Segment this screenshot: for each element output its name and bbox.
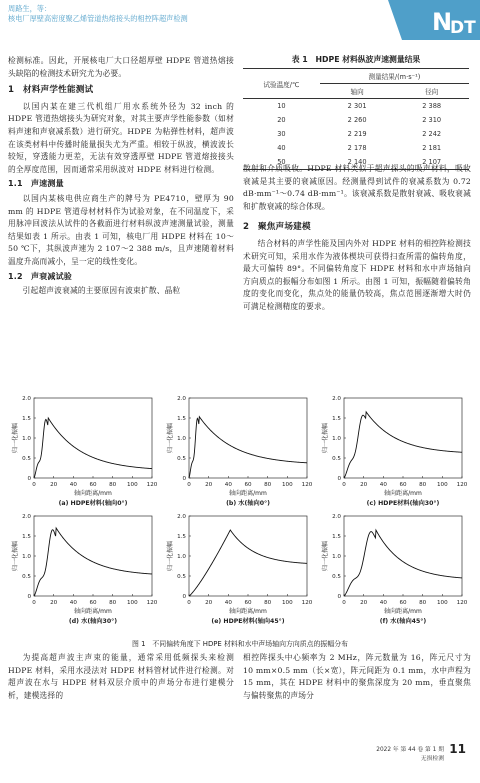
y-tick-label: 0.5 [332,574,341,580]
y-tick-label: 2.0 [22,514,31,520]
y-tick-label: 0 [337,594,341,600]
table-header-axial: 轴向 [320,84,395,99]
x-tick-label: 100 [126,482,138,488]
plot-frame [344,398,462,478]
panel-plot [8,392,158,516]
y-tick-label: 1.0 [177,436,186,442]
right-column [243,163,471,314]
amplitude-curve [189,417,307,478]
y-tick-label: 1.0 [22,436,31,442]
x-tick-label: 20 [50,482,58,488]
x-axis-label: 轴向距离/mm [384,608,422,615]
x-tick-label: 40 [69,600,77,606]
y-tick-label: 2.0 [332,396,341,402]
y-tick-label: 0 [182,594,186,600]
y-tick-label: 0.5 [332,456,341,462]
table-header-radial: 径向 [394,84,469,99]
y-tick-label: 0 [337,476,341,482]
plot-frame [189,516,307,596]
plot-frame [34,516,152,596]
header-title: 核电厂厚壁高密度聚乙烯管道热熔接头的相控阵超声检测 [8,14,188,23]
y-axis-label: 归一化振幅 [322,540,329,572]
x-tick-label: 0 [342,600,346,606]
y-tick-label: 0.5 [177,456,186,462]
x-tick-label: 60 [399,600,407,606]
plot-frame [189,398,307,478]
x-tick-label: 40 [224,600,232,606]
x-tick-label: 0 [32,600,36,606]
figure-panel [8,510,158,658]
table-row: 20 2 260 2 310 [277,116,442,124]
panel-caption: (f) 水(轴向45°) [379,618,427,625]
x-tick-label: 80 [264,482,272,488]
x-tick-label: 20 [360,600,368,606]
y-tick-label: 0 [182,476,186,482]
paragraph: 以国内某核电供应商生产的牌号为 PE4710，壁厚为 90 mm 的 HDPE 管道母材材料作为试验对象，在不同温度下，采用脉冲回波法从试件的各截面进行材料纵波声速测量试验，测量结果如表 1 所示。由表 1 可知，核电厂用 HDPE 材料在 10～50 ℃下，其纵波声速为 2 107～2 388 m/s，且声速随着材料温度升高而减小，呈一定的线性变化。 [8,193,234,266]
x-tick-label: 120 [301,600,313,606]
x-tick-label: 100 [436,482,448,488]
issue-info: 2022 年 第 44 卷 第 1 期 [376,747,444,753]
velocity-table [243,68,469,170]
amplitude-curve [344,412,462,478]
y-tick-label: 1.0 [177,554,186,560]
x-tick-label: 0 [32,482,36,488]
x-axis-label: 轴向距离/mm [229,490,267,497]
section-heading: 2 聚焦声场建模 [243,222,311,233]
table-title: 表 1 HDPE 材料纵波声速测量结果 [291,55,421,64]
panel-caption: (b) 水(轴向0°) [226,500,270,507]
panel-plot [163,392,313,516]
x-tick-label: 80 [264,600,272,606]
panel-caption: (c) HDPE材料(轴向30°) [366,500,440,507]
y-axis-label: 归一化振幅 [322,422,329,454]
y-tick-label: 1.0 [332,554,341,560]
paragraph: 引起超声波衰减的主要原因有波束扩散、晶粒 [22,286,181,296]
figure-panel [163,510,313,658]
paragraph: 相控阵探头中心频率为 2 MHz，阵元数量为 16，阵元尺寸为 10 mm×0.5 mm（长×宽），阵元间距为 0.1 mm，水中声程为 15 mm，其在 HDPE 材料中的聚焦深度为 20 mm，垂直聚焦与偏转聚焦的声场分 [243,653,471,700]
panel-plot [163,510,313,634]
header-authors: 周路生，等： [8,4,52,13]
left-column [8,55,234,298]
y-axis-label: 归一化振幅 [167,422,174,454]
y-axis-label: 归一化振幅 [12,422,19,454]
x-axis-label: 轴向距离/mm [74,608,112,615]
x-axis-label: 轴向距离/mm [74,490,112,497]
x-tick-label: 80 [419,600,427,606]
subsection-heading: 1.1 声速测量 [8,179,64,189]
svg-text:DT: DT [450,18,476,38]
x-axis-label: 轴向距离/mm [384,490,422,497]
journal-footer [376,746,444,764]
y-tick-label: 0 [27,476,31,482]
x-tick-label: 60 [244,482,252,488]
x-tick-label: 40 [379,482,387,488]
x-tick-label: 0 [187,600,191,606]
x-tick-label: 0 [187,482,191,488]
panel-plot [318,392,468,516]
table-row: 40 2 178 2 181 [277,144,442,152]
y-tick-label: 2.0 [22,396,31,402]
panel-plot [318,510,468,634]
x-tick-label: 20 [205,600,213,606]
journal-name: 无损检测 [420,756,444,762]
bottom-right-text [243,652,471,702]
ndt-logo [388,0,480,40]
x-tick-label: 80 [109,482,117,488]
y-tick-label: 1.5 [332,416,341,422]
amplitude-curve [34,528,152,596]
y-tick-label: 1.5 [22,416,31,422]
x-tick-label: 100 [281,600,293,606]
figure-panel [318,510,468,658]
x-tick-label: 20 [50,600,58,606]
x-tick-label: 60 [89,600,97,606]
x-tick-label: 60 [89,482,97,488]
amplitude-curve [344,530,462,596]
section-heading: 1 材料声学性能测试 [8,85,94,96]
y-tick-label: 0.5 [177,574,186,580]
figure-caption: 图 1 不同偏转角度下 HDPE 材料和水中声场轴向方向质点的振幅分布 [132,640,348,648]
x-tick-label: 100 [281,482,293,488]
y-tick-label: 0.5 [22,456,31,462]
x-tick-label: 120 [146,600,158,606]
paragraph: 为提高超声波主声束的能量，通常采用低频探头来检测 HDPE 材料，采用水浸法对 HDPE 材料管材试件进行检测。对超声波在水与 HDPE 材料双层介质中的声场分布进行建模分析，建模选择的 [8,653,234,700]
table-header-temp: 试验温度/℃ [243,69,320,99]
x-tick-label: 40 [69,482,77,488]
y-tick-label: 0 [27,594,31,600]
x-tick-label: 100 [436,600,448,606]
panel-caption: (d) 水(轴向30°) [68,618,118,625]
x-axis-label: 轴向距离/mm [229,608,267,615]
y-tick-label: 2.0 [332,514,341,520]
plot-frame [344,516,462,596]
x-tick-label: 20 [205,482,213,488]
y-tick-label: 1.0 [332,436,341,442]
y-tick-label: 1.5 [22,534,31,540]
x-tick-label: 120 [146,482,158,488]
amplitude-curve [189,530,307,596]
x-tick-label: 60 [244,600,252,606]
plot-frame [34,398,152,478]
x-tick-label: 60 [399,482,407,488]
x-tick-label: 20 [360,482,368,488]
y-tick-label: 0.5 [22,574,31,580]
x-tick-label: 80 [109,600,117,606]
running-header [8,4,328,24]
panel-caption: (e) HDPE材料(轴向45°) [211,618,285,625]
y-tick-label: 1.0 [22,554,31,560]
amplitude-curve [34,418,152,478]
x-tick-label: 120 [456,482,468,488]
y-axis-label: 归一化振幅 [167,540,174,572]
y-tick-label: 2.0 [177,514,186,520]
x-tick-label: 100 [126,600,138,606]
panel-caption: (a) HDPE材料(轴向0°) [58,500,128,507]
paragraph: 以国内某在建三代机组厂用水系统外径为 32 inch 的 HDPE 管道热熔接头为研究对象，对其主要声学性能参数（如材料声速和声衰减系数）进行研究。HDPE 为粘弹性材料，超声波在该类材料中传播时能量损失尤为严重。相较于纵波，横波波长较短，穿透能力更差，无法有效穿透厚壁 HDPE 管道熔接接头的全厚度范围，因而通常采用纵波对 HDPE 材料进行检测。 [8,101,234,174]
x-tick-label: 80 [419,482,427,488]
table-row: 10 2 301 2 388 [277,102,442,110]
page-number: 11 [449,742,466,756]
panel-plot [8,510,158,634]
x-tick-label: 120 [456,600,468,606]
y-tick-label: 2.0 [177,396,186,402]
x-tick-label: 40 [224,482,232,488]
y-tick-label: 1.5 [177,416,186,422]
y-axis-label: 归一化振幅 [12,540,19,572]
table-header-group: 测量结果/(m·s⁻¹) [320,69,469,84]
table-row: 30 2 219 2 242 [277,130,442,138]
subsection-heading: 1.2 声衰减试验 [8,271,72,281]
svg-text:N: N [432,8,453,36]
x-tick-label: 0 [342,482,346,488]
paragraph: 检测标准。因此，开展核电厂大口径超厚壁 HDPE 管道热熔接头缺陷的检测技术研究尤为必要。 [8,56,234,78]
paragraph: 结合材料的声学性能及国内外对 HDPE 材料的相控阵检测技术研究可知，采用水作为液体楔块可获得扫查所需的偏转角度，最大可偏转 89°。不同偏转角度下 HDPE 材料和水中声场轴向方向质点的振幅分布如图 1 所示。由图 1 可知，振幅随着偏转角度的变化而变化，焦点处的能量仍较高，焦点范围逐渐增大时仍可满足检测精度的要求。 [243,238,471,311]
x-tick-label: 40 [379,600,387,606]
x-tick-label: 120 [301,482,313,488]
y-tick-label: 1.5 [177,534,186,540]
paragraph: 散射和介质吸收。HDPE 材料类似于超声探头的吸声材料，吸收衰减是其主要的衰减原因。经测量得到试件的衰减系数为 0.72 dB·mm⁻¹～0.74 dB·mm⁻¹。该衰减系数是散射衰减、吸收衰减和扩散衰减的综合体现。 [243,164,471,211]
y-tick-label: 1.5 [332,534,341,540]
bottom-left-text [8,652,234,702]
table-row: 50 2 140 2 107 [243,155,469,170]
